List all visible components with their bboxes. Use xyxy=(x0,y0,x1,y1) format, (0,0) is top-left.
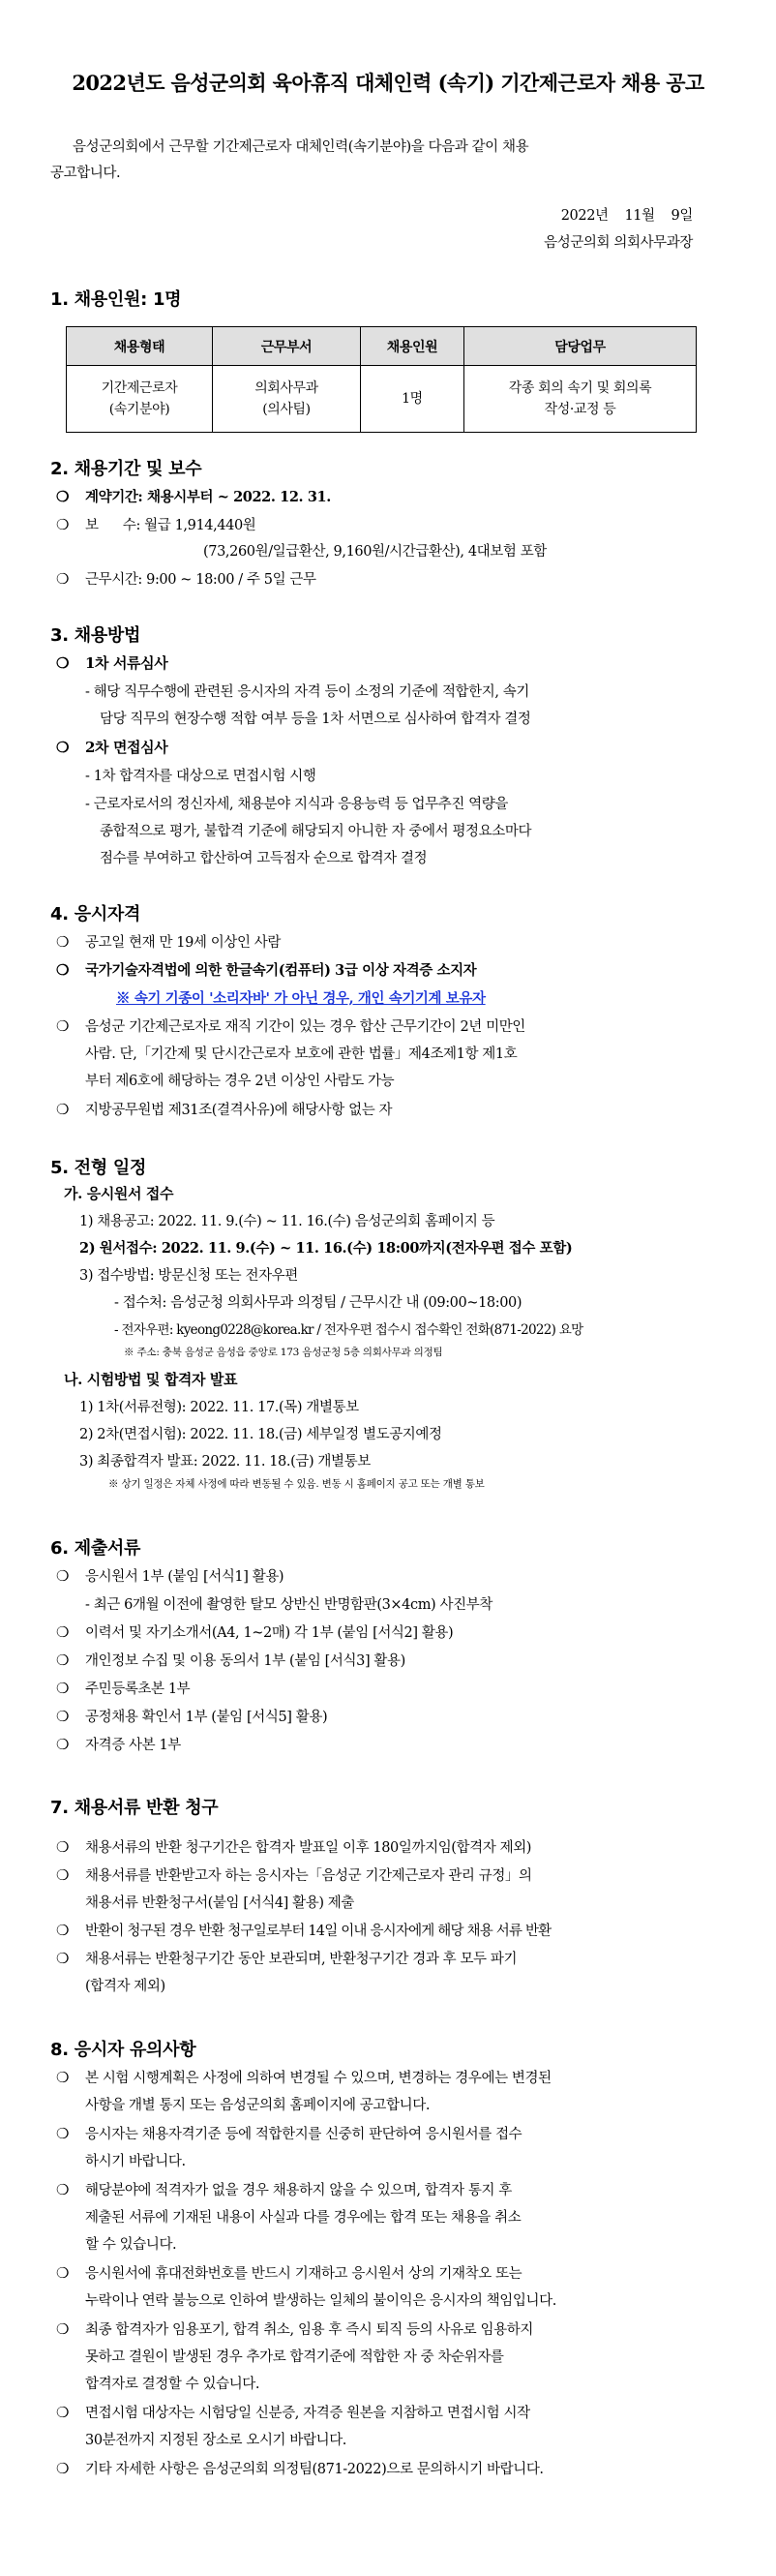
qualification-item: ❍ 음성군 기간제근로자로 재직 기간이 있는 경우 합산 근무기간이 2년 미만인 xyxy=(56,1017,525,1035)
section-1-heading: 1. 채용인원: 1명 xyxy=(50,289,182,310)
return-item: ❍ 반환이 청구된 경우 반환 청구일로부터 14일 이내 응시자에게 해당 채용 서류 반환 xyxy=(56,1922,552,1939)
intro-line-2: 공고합니다. xyxy=(50,166,121,181)
notice-item: ❍ 최종 합격자가 임용포기, 합격 취소, 임용 후 즉시 퇴직 등의 사유로 임용하지 xyxy=(56,2320,533,2338)
notice-line: 합격자로 결정할 수 있습니다. xyxy=(85,2377,260,2392)
section-5-heading: 5. 전형 일정 xyxy=(50,1158,147,1178)
cell-count: 1명 xyxy=(361,366,464,433)
qualification-item: ❍ 지방공무원법 제31조(결격사유)에 해당사항 없는 자 xyxy=(56,1101,393,1118)
interview-line: - 근로자로서의 정신자세, 채용분야 지식과 응용능력 등 업무추진 역량을 xyxy=(85,797,508,812)
document-item: ❍ 자격증 사본 1부 xyxy=(56,1736,181,1753)
notice-item: ❍ 응시원서에 휴대전화번호를 반드시 기재하고 응시원서 상의 기재착오 또는 xyxy=(56,2264,522,2282)
document-item: ❍ 공정채용 확인서 1부 (붙임 [서식5] 활용) xyxy=(56,1708,328,1725)
first-screening-heading: ❍ 1차 서류심사 xyxy=(56,654,168,672)
notice-line: 사항을 개별 통지 또는 음성군의회 홈페이지에 공고합니다. xyxy=(85,2098,431,2113)
section-3-heading: 3. 채용방법 xyxy=(50,625,141,646)
section-8-heading: 8. 응시자 유의사항 xyxy=(50,2040,196,2060)
schedule-line: - 전자우편: kyeong0228@korea.kr / 전자우편 접수시 접수확인 전화(871-2022) 요망 xyxy=(114,1322,583,1338)
return-item: ❍ 채용서류는 반환청구기간 동안 보관되며, 반환청구기간 경과 후 모두 파기 xyxy=(56,1950,518,1967)
qualification-item: ❍ 국가기술자격법에 의한 한글속기(컴퓨터) 3급 이상 자격증 소지자 xyxy=(56,961,477,979)
section-6-heading: 6. 제출서류 xyxy=(50,1538,141,1559)
col-header: 담당업무 xyxy=(464,327,697,366)
interview-line: 점수를 부여하고 합산하여 고득점자 순으로 합격자 결정 xyxy=(100,851,428,866)
exam-heading: 나. 시험방법 및 합격자 발표 xyxy=(64,1371,238,1388)
salary-detail: (73,260원/일급환산, 9,160원/시간급환산), 4대보험 포함 xyxy=(203,544,547,560)
document-item: ❍ 주민등록초본 1부 xyxy=(56,1680,191,1697)
notice-line: 할 수 있습니다. xyxy=(85,2237,177,2253)
interview-line: 종합적으로 평가, 불합격 기준에 해당되지 아니한 자 중에서 평정요소마다 xyxy=(100,824,532,839)
exam-line: 3) 최종합격자 발표: 2022. 11. 18.(금) 개별통보 xyxy=(79,1454,371,1470)
schedule-note: ※ 상기 일정은 자체 사정에 따라 변동될 수 있음. 변동 시 홈페이지 공고 또는 개별 통보 xyxy=(108,1478,485,1490)
qualification-note: ※ 속기 기종이 '소리자바' 가 아닌 경우, 개인 속기기계 보유자 xyxy=(116,990,486,1007)
schedule-line: 1) 채용공고: 2022. 11. 9.(수) ~ 11. 16.(수) 음성군의회 홈페이지 등 xyxy=(79,1214,495,1229)
address-note: ※ 주소: 충북 음성군 음성읍 중앙로 173 음성군청 5층 의회사무과 의정팀 xyxy=(124,1347,443,1358)
exam-line: 2) 2차(면접시험): 2022. 11. 18.(금) 세부일정 별도공지예정 xyxy=(79,1427,442,1442)
section-4-heading: 4. 응시자격 xyxy=(50,904,141,924)
notice-item: ❍ 응시자는 채용자격기준 등에 적합한지를 신중히 판단하여 응시원서를 접수 xyxy=(56,2125,522,2142)
notice-item: ❍ 면접시험 대상자는 시험당일 신분증, 자격증 원본을 지참하고 면접시험 시작 xyxy=(56,2404,530,2421)
table-header-row xyxy=(67,327,697,366)
return-item: ❍ 채용서류의 반환 청구기간은 합격자 발표일 이후 180일까지임(합격자 제외) xyxy=(56,1838,532,1856)
col-header: 근무부서 xyxy=(213,327,361,366)
document-item: ❍ 개인정보 수집 및 이용 동의서 1부 (붙임 [서식3] 활용) xyxy=(56,1652,405,1669)
section-7-heading: 7. 채용서류 반환 청구 xyxy=(50,1798,219,1818)
notice-line: 하시기 바랍니다. xyxy=(85,2154,186,2169)
schedule-line: 2) 원서접수: 2022. 11. 9.(수) ~ 11. 16.(수) 18:00까지(전자우편 접수 포함) xyxy=(79,1240,573,1257)
working-hours: ❍ 근무시간: 9:00 ~ 18:00 / 주 5일 근무 xyxy=(56,570,316,588)
recruitment-table xyxy=(66,326,697,433)
exam-line: 1) 1차(서류전형): 2022. 11. 17.(목) 개별통보 xyxy=(79,1400,359,1415)
document-item: ❍ 응시원서 1부 (붙임 [서식1] 활용) xyxy=(56,1567,284,1585)
contract-period: ❍ 계약기간: 채용시부터 ~ 2022. 12. 31. xyxy=(56,488,331,505)
notice-line: 누락이나 연락 불능으로 인하여 발생하는 일체의 불이익은 응시자의 책임입니다. xyxy=(85,2293,556,2309)
cell-type: 기간제근로자 (속기분야) xyxy=(67,366,213,433)
intro-line-1: 음성군의회에서 근무할 기간제근로자 대체인력(속기분야)을 다음과 같이 채용 xyxy=(73,139,529,155)
qualification-line: 부터 제6호에 해당하는 경우 2년 이상인 사람도 가능 xyxy=(85,1074,395,1089)
document-item: ❍ 이력서 및 자기소개서(A4, 1~2매) 각 1부 (붙임 [서식2] 활용) xyxy=(56,1623,454,1641)
page-title: 2022년도 음성군의회 육아휴직 대체인력 (속기) 기간제근로자 채용 공고 xyxy=(72,71,704,95)
interview-heading: ❍ 2차 면접심사 xyxy=(56,739,168,756)
salary: ❍ 보 수: 월급 1,914,440원 xyxy=(56,516,256,533)
schedule-line: - 접수처: 음성군청 의회사무과 의정팀 / 근무시간 내 (09:00~18:00) xyxy=(114,1295,522,1311)
return-line: 채용서류 반환청구서(붙임 [서식4] 활용) 제출 xyxy=(85,1895,355,1911)
announce-date: 2022년 11월 9일 xyxy=(560,208,693,224)
notice-item: ❍ 본 시험 시행계획은 사정에 의하여 변경될 수 있으며, 변경하는 경우에는 변경된 xyxy=(56,2069,552,2086)
schedule-line: 3) 접수방법: 방문신청 또는 전자우편 xyxy=(79,1268,298,1284)
notice-line: 못하고 결원이 발생된 경우 추가로 합격기준에 적합한 자 중 차순위자를 xyxy=(85,2349,504,2365)
document-line: - 최근 6개월 이전에 촬영한 탈모 상반신 반명함판(3×4cm) 사진부착 xyxy=(85,1597,492,1613)
cell-duty: 각종 회의 속기 및 회의록 작성·교정 등 xyxy=(464,366,697,433)
qualification-line: 사람. 단,「기간제 및 단시간근로자 보호에 관한 법률」제4조제1항 제1호 xyxy=(85,1046,518,1062)
section-2-heading: 2. 채용기간 및 보수 xyxy=(50,459,202,479)
cell-dept: 의회사무과 (의사팀) xyxy=(213,366,361,433)
application-heading: 가. 응시원서 접수 xyxy=(64,1185,174,1202)
notice-line: 30분전까지 지정된 장소로 오시기 바랍니다. xyxy=(85,2433,347,2448)
issuer-org: 음성군의회 의회사무과장 xyxy=(544,235,693,251)
screening-line: - 해당 직무수행에 관련된 응시자의 자격 등이 소정의 기준에 적합한지, 속기 xyxy=(85,684,530,700)
notice-item: ❍ 기타 자세한 사항은 음성군의회 의정팀(871-2022)으로 문의하시기 바랍니다. xyxy=(56,2460,544,2477)
return-item: ❍ 채용서류를 반환받고자 하는 응시자는「음성군 기간제근로자 관리 규정」의 xyxy=(56,1866,532,1884)
col-header: 채용인원 xyxy=(361,327,464,366)
qualification-item: ❍ 공고일 현재 만 19세 이상인 사람 xyxy=(56,933,281,951)
notice-item: ❍ 해당분야에 적격자가 없을 경우 채용하지 않을 수 있으며, 합격자 통지 후 xyxy=(56,2181,512,2198)
return-line: (합격자 제외) xyxy=(85,1979,165,1994)
screening-line: 담당 직무의 현장수행 적합 여부 등을 1차 서면으로 심사하여 합격자 결정 xyxy=(100,712,531,727)
notice-line: 제출된 서류에 기재된 내용이 사실과 다를 경우에는 합격 또는 채용을 취소 xyxy=(85,2210,522,2226)
interview-line: - 1차 합격자를 대상으로 면접시험 시행 xyxy=(85,769,316,784)
col-header: 채용형태 xyxy=(67,327,213,366)
table-row xyxy=(67,366,697,433)
